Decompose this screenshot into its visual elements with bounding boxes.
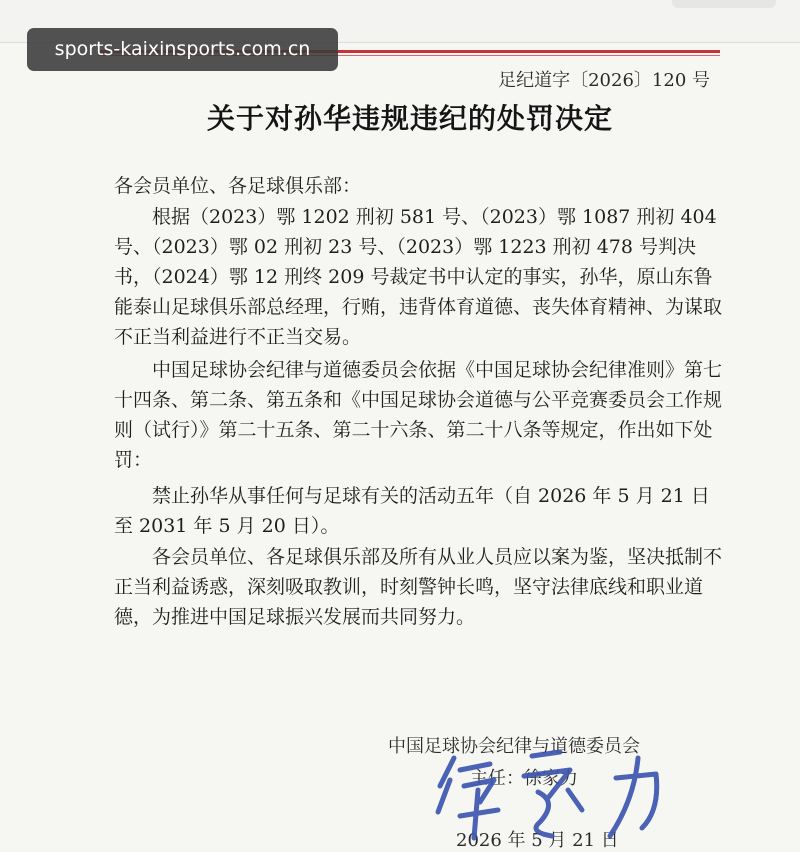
signature-stroke	[524, 770, 570, 798]
paragraph-warning: 各会员单位、各足球俱乐部及所有从业人员应以案为鉴，坚决抵制不正当利益诱惑，深刻吸取教训，时刻警钟长鸣，坚守法律底线和职业道德，为推进中国足球振兴发展而共同努力。	[114, 546, 723, 628]
salutation: 各会员单位、各足球俱乐部：	[114, 175, 362, 197]
signature-stroke	[610, 758, 638, 836]
paragraph-basis: 中国足球协会纪律与道德委员会依据《中国足球协会纪律准则》第七十四条、第二条、第五条和《中国足球协会道德与公平竞赛委员会工作规则（试行）》第二十五条、第二十六条、第二十八条等规定，作出如下处罚：	[114, 359, 723, 471]
watermark-label: sports-kaixinsports.com.cn	[27, 28, 338, 71]
signature-stroke	[460, 810, 498, 816]
handwritten-signature	[420, 740, 680, 846]
signature-organization: 中国足球协会纪律与道德委员会	[388, 736, 640, 757]
paragraph-facts: 根据（2023）鄂 1202 刑初 581 号、（2023）鄂 1087 刑初 404 号、（2023）鄂 02 刑初 23 号、（2023）鄂 1223 刑初 478 号判决书，（2024）鄂 12 刑终 209 号裁定书中认定的事实，孙华，原山东鲁能泰山足球俱乐部总经理，行贿，违背体育道德、丧失体育精神、为谋取不正当利益进行不正当交易。	[114, 206, 723, 348]
signature-date: 2026 年 5 月 21 日	[456, 830, 619, 851]
signature-stroke	[568, 790, 582, 810]
signature-stroke	[460, 764, 490, 770]
top-tab-handle	[672, 0, 776, 8]
signature-director: 主任：徐家力	[470, 768, 578, 789]
document-number: 足纪道字〔2026〕120 号	[498, 70, 710, 91]
paragraph-penalty: 禁止孙华从事任何与足球有关的活动五年（自 2026 年 5 月 21 日至 2031 年 5 月 20 日）。	[114, 485, 710, 537]
signature-stroke	[532, 752, 560, 756]
document-title: 关于对孙华违规违纪的处罚决定	[206, 102, 613, 135]
